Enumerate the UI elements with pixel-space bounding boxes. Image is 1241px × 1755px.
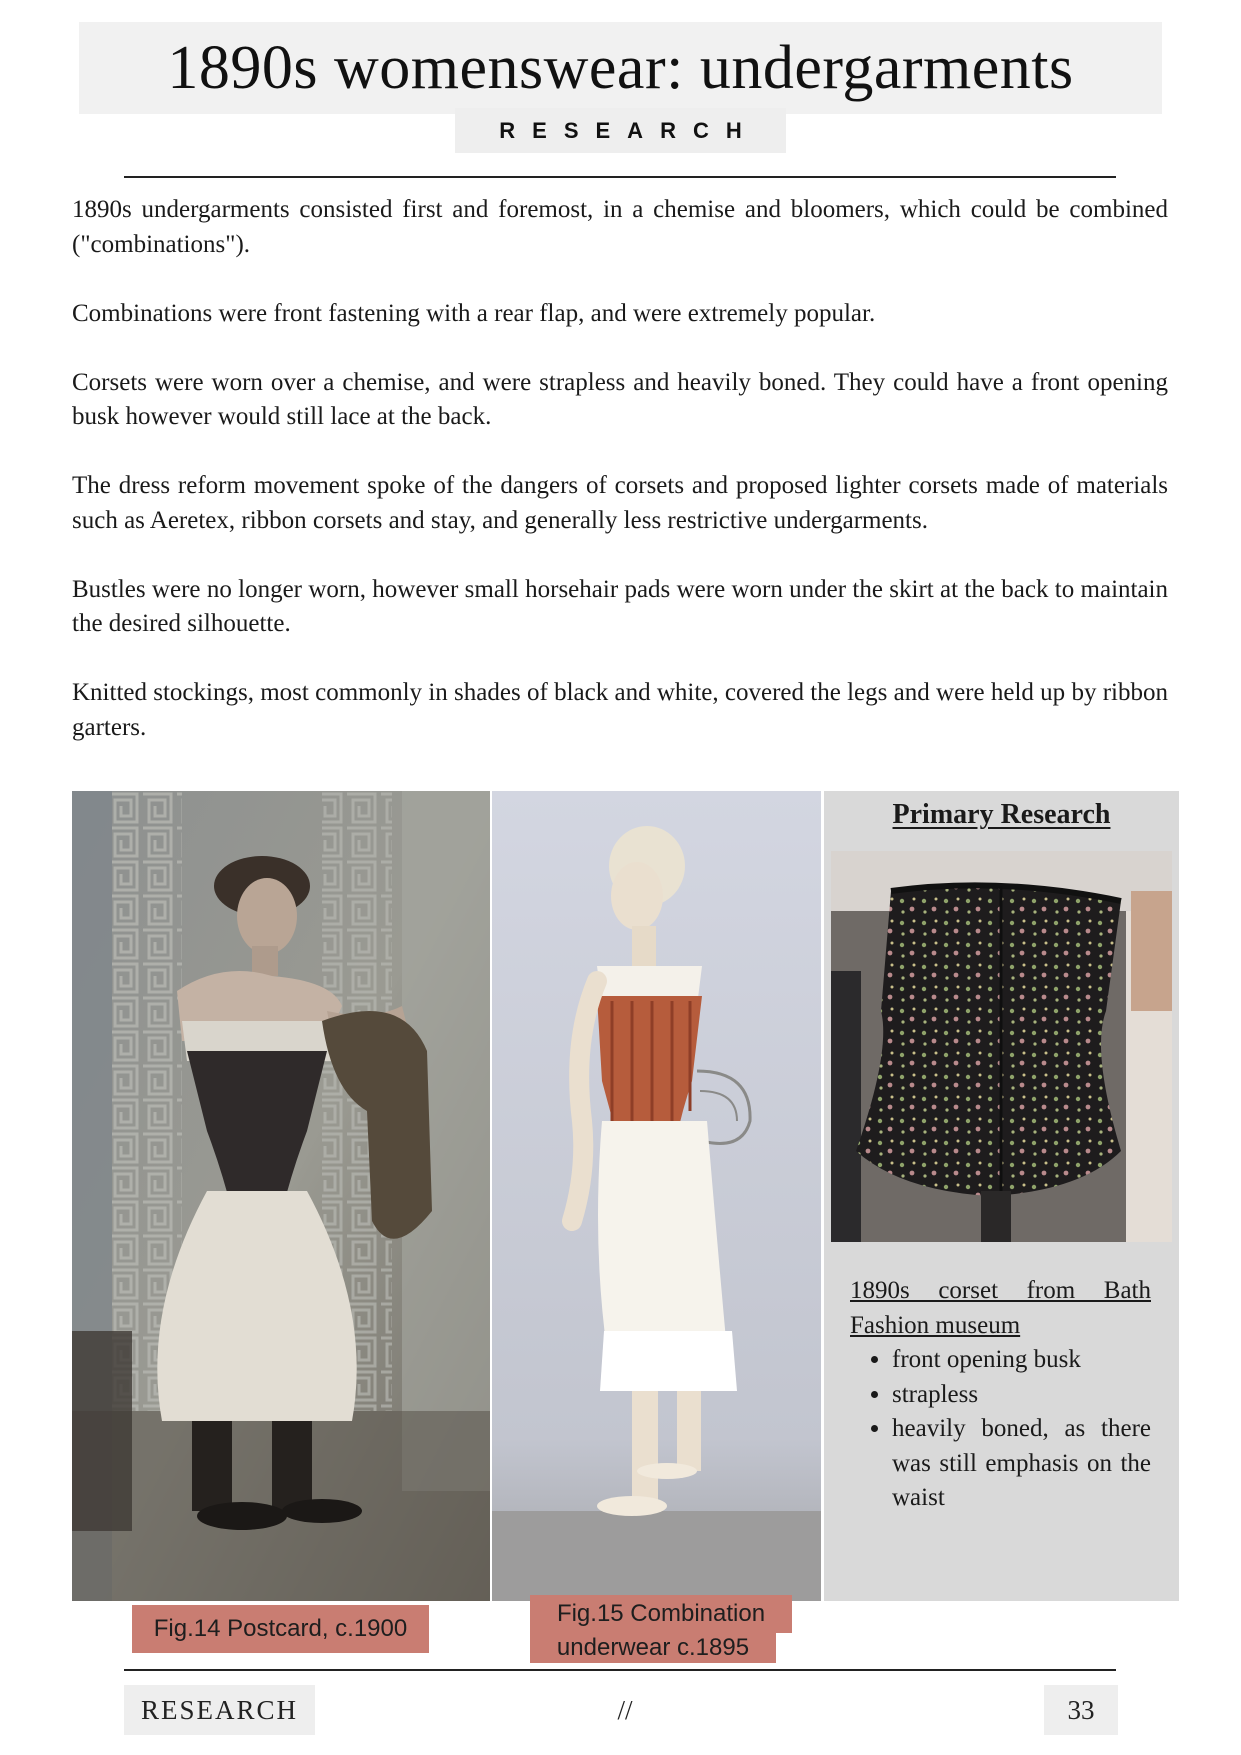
combination-photo bbox=[492, 791, 821, 1601]
corset-features-list bbox=[850, 1343, 1151, 1516]
page-subtitle: RESEARCH bbox=[499, 117, 759, 143]
fig-15-caption-line2 bbox=[530, 1633, 776, 1663]
fig-14-caption bbox=[132, 1605, 429, 1653]
subtitle-banner bbox=[455, 108, 786, 153]
paragraph: 1890s undergarments consisted first and foremost, in a chemise and bloomers, which could be combined ("combinations"). bbox=[72, 196, 1168, 258]
primary-research-title: Primary Research bbox=[892, 799, 1111, 830]
paragraph: The dress reform movement spoke of the dangers of corsets and proposed lighter corsets made of materials such as Aeretex, ribbon corsets and stay, and generally less restrictive undergarments. bbox=[72, 472, 1168, 534]
fig-15-caption-line1 bbox=[530, 1595, 792, 1633]
corset-caption bbox=[850, 1274, 1151, 1516]
bottom-divider bbox=[124, 1669, 1116, 1671]
fig-15-text-2: underwear c.1895 bbox=[556, 1634, 750, 1661]
title-banner bbox=[79, 22, 1162, 114]
postcard-photo bbox=[72, 791, 490, 1601]
footer-separator: // bbox=[617, 1694, 633, 1725]
list-item: • front opening busk bbox=[892, 1343, 1151, 1378]
page-title: 1890s womenswear: undergarments bbox=[167, 33, 1074, 102]
top-divider bbox=[124, 176, 1116, 178]
paragraph: Corsets were worn over a chemise, and were strapless and heavily boned. They could have a front opening busk however would still lace at the back. bbox=[72, 368, 1168, 430]
caption-heading: 1890s corset from Bath Fashion museum bbox=[850, 1277, 1151, 1339]
corset-photo bbox=[831, 851, 1172, 1242]
fig-15-text-1: Fig.15 Combination bbox=[556, 1600, 766, 1627]
fig-14-text: Fig.14 Postcard, c.1900 bbox=[153, 1615, 408, 1642]
paragraph: Combinations were front fastening with a rear flap, and were extremely popular. bbox=[72, 299, 876, 327]
page-number: 33 bbox=[1044, 1685, 1118, 1735]
primary-research-panel bbox=[824, 791, 1179, 1601]
list-item: • heavily boned, as there was still emphasis on the waist bbox=[892, 1412, 1151, 1516]
footer-section-label: RESEARCH bbox=[124, 1685, 315, 1735]
paragraph: Bustles were no longer worn, however small horsehair pads were worn under the skirt at the back to maintain the desired silhouette. bbox=[72, 575, 1168, 637]
list-item: • strapless bbox=[892, 1378, 1151, 1413]
paragraph: Knitted stockings, most commonly in shades of black and white, covered the legs and were held up by ribbon garters. bbox=[72, 679, 1168, 741]
body-text bbox=[72, 193, 1168, 745]
